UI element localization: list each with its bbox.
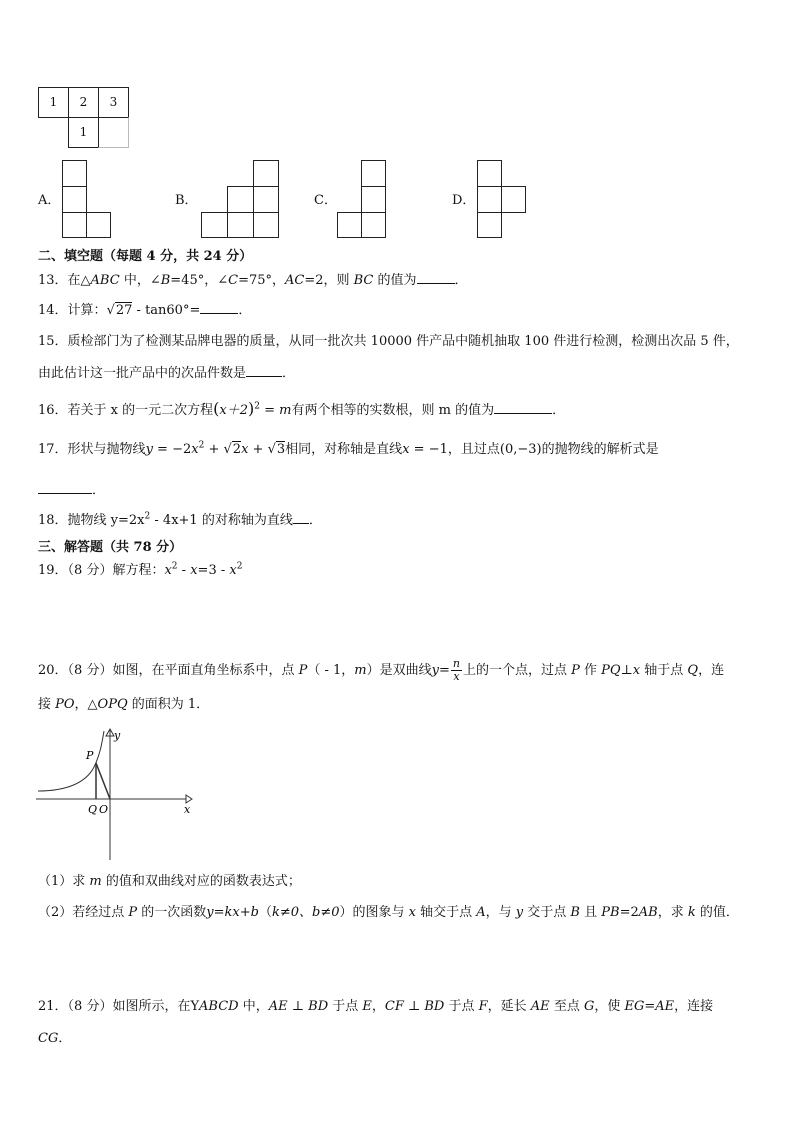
- net-cell-empty: [98, 117, 129, 148]
- net-cell-2: 2: [68, 87, 99, 118]
- question-21-line-1: 21．（8 分）如图所示，在YABCD 中，AE ⊥ BD 于点 E，CF ⊥ BD 于点 F，延长 AE 至点 G，使 EG=AE，连接: [38, 999, 714, 1014]
- question-16: 16．若关于 x 的一元二次方程$(x+2)^2 = m$有两个相等的实数根，则 m 的值为 ．: [38, 399, 566, 418]
- question-20-line-1: 20．（8 分）如图，在平面直角坐标系中，点 P（ - 1，m）是双曲线y= $\frac{n}{x}$ 上的一个点，过点 P 作 PQ⊥x 轴于点 Q，连: [38, 657, 725, 683]
- label-q: Q: [88, 803, 98, 816]
- segment-po: [96, 763, 110, 799]
- question-17-answer-line: ．: [38, 480, 105, 500]
- option-d-label: D．: [452, 193, 476, 208]
- option-a-label: A．: [38, 193, 61, 208]
- answer-blank[interactable]: [494, 400, 552, 414]
- x-axis-arrow: [186, 795, 192, 803]
- question-15-line-2: 由此估计这一批产品中的次品件数是 ．: [38, 363, 295, 383]
- question-14: 14．计算：√27 - tan60°= ．: [38, 300, 251, 320]
- net-cell-4: 1: [68, 117, 99, 148]
- hyperbola-curve: [38, 731, 104, 791]
- label-x: x: [184, 803, 191, 816]
- fraction-n-over-x: $\frac{n}{x}$: [452, 657, 460, 683]
- option-b-label: B．: [175, 193, 198, 208]
- question-15-line-1: 15．质检部门为了检测某品牌电器的质量，从同一批次共 10000 件产品中随机抽取 100 件进行检测，检测出次品 5 件，: [38, 334, 739, 349]
- question-21-line-2: CG．: [38, 1031, 72, 1046]
- question-17: 17．形状与抛物线$y = -2x^2 + √2x + √3$相同，对称轴是直线x = −1，且过点(0,−3)的抛物线的解析式是: [38, 440, 659, 457]
- net-cell-1: 1: [38, 87, 69, 118]
- section-2-heading: 二、填空题（每题 4 分，共 24 分）: [38, 249, 253, 264]
- answer-blank[interactable]: [200, 300, 238, 314]
- section-3-heading: 三、解答题（共 78 分）: [38, 540, 183, 555]
- question-13: 13．在△ABC 中，∠B=45°，∠C=75°，AC=2，则 BC 的值为 ．: [38, 270, 468, 290]
- answer-blank[interactable]: [293, 510, 309, 524]
- question-19: 19．（8 分）解方程：$x^2 - x=3 - x^2$: [38, 561, 243, 578]
- option-c-label: C．: [314, 193, 337, 208]
- question-20-sub-1: （1）求 m 的值和双曲线对应的函数表达式；: [38, 874, 301, 889]
- net-cell-3: 3: [98, 87, 129, 118]
- question-18: 18．抛物线 $y=2x^2 - 4x+1$ 的对称轴为直线 ．: [38, 511, 322, 528]
- label-o: O: [99, 803, 109, 816]
- label-y: y: [114, 729, 121, 742]
- label-p: P: [86, 749, 94, 762]
- answer-blank[interactable]: [38, 480, 92, 494]
- answer-blank[interactable]: [246, 363, 282, 377]
- sqrt-sign: √: [106, 303, 115, 318]
- hyperbola-figure: [36, 725, 196, 865]
- question-20-line-2: 接 PO，△OPQ 的面积为 1．: [38, 697, 210, 712]
- question-20-sub-2: （2）若经过点 P 的一次函数y=kx+b（k≠0、b≠0）的图象与 x 轴交于点 A，与 y 交于点 B 且 PB=2AB，求 k 的值．: [38, 905, 739, 920]
- answer-blank[interactable]: [417, 270, 455, 284]
